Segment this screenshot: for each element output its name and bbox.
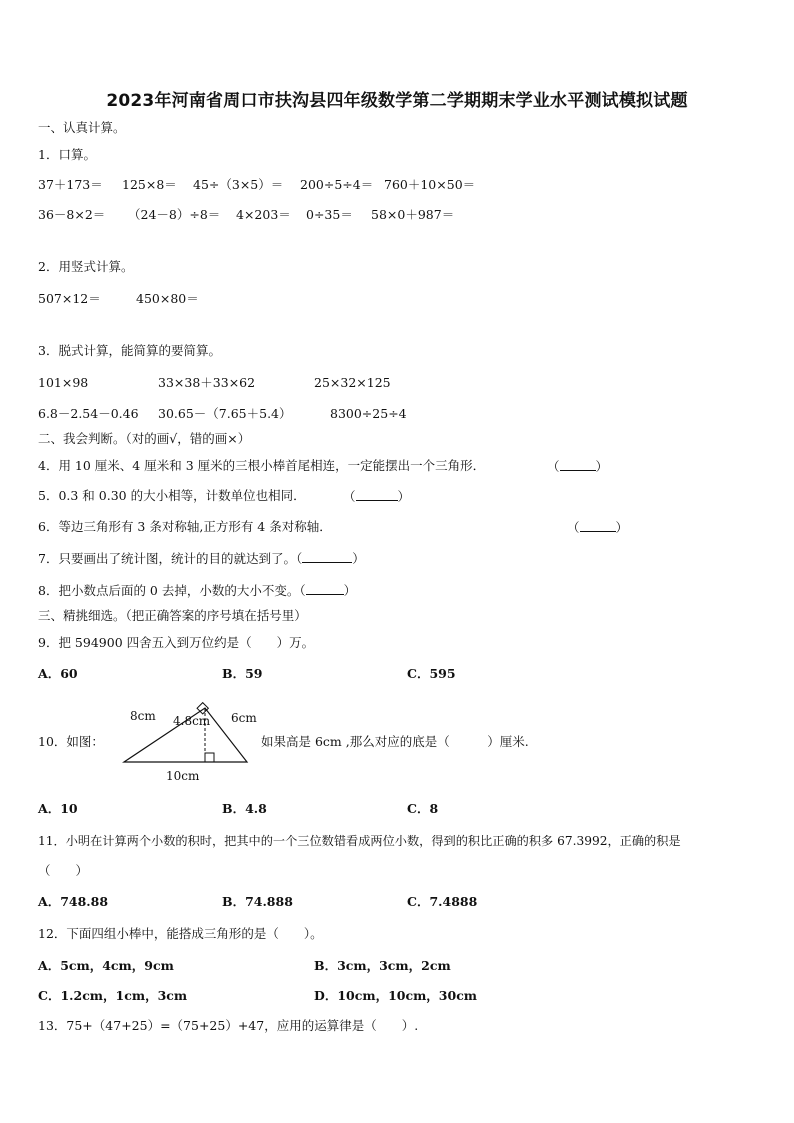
question-10-stem: 如果高是 6cm ,那么对应的底是（ ）厘米.: [261, 734, 529, 749]
option-b[interactable]: B．4.8: [222, 801, 267, 816]
question-8: 8．把小数点后面的 0 去掉，小数的大小不变。（ ）: [38, 583, 357, 598]
option-a[interactable]: A．10: [38, 801, 78, 816]
label-10cm: 10cm: [166, 769, 200, 783]
question-7-text: 7．只要画出了统计图，统计的目的就达到了。: [38, 551, 296, 566]
option-c[interactable]: C．7.4888: [407, 894, 478, 909]
question-1-label: 1．口算。: [38, 147, 96, 162]
answer-blank-6[interactable]: （ ）: [567, 520, 629, 535]
option-b[interactable]: B．59: [222, 666, 263, 681]
answer-blank-4[interactable]: （ ）: [547, 459, 609, 474]
question-9: 9．把 594900 四舍五入到万位约是（ ）万。: [38, 635, 315, 650]
section-heading-1: 一、认真计算。: [38, 120, 126, 135]
oral-calc-item: 125×8＝: [122, 177, 177, 192]
answer-blank-7[interactable]: [302, 550, 352, 563]
vertical-calc-item: 507×12＝: [38, 291, 101, 306]
oral-calc-item: 45÷（3×5）＝: [193, 177, 284, 192]
question-5-text: 5．0.3 和 0.30 的大小相等，计数单位也相同．: [38, 488, 306, 503]
option-a[interactable]: A．60: [38, 666, 78, 681]
question-4-text: 4．用 10 厘米、4 厘米和 3 厘米的三根小棒首尾相连，一定能摆出一个三角形．: [38, 458, 486, 473]
stepwise-calc-item: 8300÷25÷4: [330, 406, 407, 421]
vertical-calc-item: 450×80＝: [136, 291, 199, 306]
page-title: 2023年河南省周口市扶沟县四年级数学第二学期期末学业水平测试模拟试题: [106, 91, 688, 111]
oral-calc-item: 4×203＝: [236, 207, 291, 222]
option-c[interactable]: C．1.2cm，1cm，3cm: [38, 988, 188, 1003]
label-8cm: 8cm: [130, 709, 156, 723]
option-b[interactable]: B．74.888: [222, 894, 293, 909]
triangle-figure: [118, 700, 268, 786]
right-angle-mark: [205, 753, 214, 762]
oral-calc-item: 200÷5÷4＝: [300, 177, 374, 192]
answer-blank-5[interactable]: （ ）: [343, 489, 411, 504]
question-6-text: 6．等边三角形有 3 条对称轴,正方形有 4 条对称轴．: [38, 519, 332, 534]
question-6: [38, 519, 332, 535]
option-d[interactable]: D．10cm，10cm，30cm: [314, 988, 478, 1003]
option-a[interactable]: A．748.88: [38, 894, 109, 909]
stepwise-calc-item: 25×32×125: [314, 375, 391, 390]
question-10-prefix: 10．如图：: [38, 734, 104, 749]
question-2-label: 2．用竖式计算。: [38, 259, 134, 274]
oral-calc-item: （24－8）÷8＝: [128, 207, 221, 222]
option-c[interactable]: C．595: [407, 666, 456, 681]
question-5: [38, 488, 306, 504]
oral-calc-item: 37＋173＝: [38, 177, 103, 192]
question-12: 12．下面四组小棒中，能搭成三角形的是（ ）。: [38, 926, 323, 941]
stepwise-calc-item: 101×98: [38, 375, 89, 390]
stepwise-calc-item: 6.8－2.54－0.46: [38, 406, 139, 421]
oral-calc-item: 760＋10×50＝: [384, 177, 476, 192]
option-c[interactable]: C．8: [407, 801, 439, 816]
section-heading-2: 二、我会判断。（对的画√，错的画×）: [38, 431, 251, 446]
question-7: 7．只要画出了统计图，统计的目的就达到了。（ ）: [38, 551, 365, 566]
question-4: [38, 458, 485, 474]
oral-calc-item: 36－8×2＝: [38, 207, 106, 222]
question-3-label: 3．脱式计算，能简算的要简算。: [38, 343, 221, 358]
stepwise-calc-item: 30.65－（7.65＋5.4）: [158, 406, 292, 421]
label-4-8cm: 4.8cm: [173, 714, 211, 728]
answer-blank-8[interactable]: [306, 582, 344, 595]
question-13: 13．75+（47+25）=（75+25）+47，应用的运算律是（ ）.: [38, 1018, 419, 1033]
section-heading-3: 三、精挑细选。（把正确答案的序号填在括号里）: [38, 608, 307, 623]
oral-calc-item: 58×0＋987＝: [371, 207, 455, 222]
question-8-text: 8．把小数点后面的 0 去掉，小数的大小不变。: [38, 583, 300, 598]
oral-calc-item: 0÷35＝: [306, 207, 353, 222]
option-b[interactable]: B．3cm，3cm，2cm: [314, 958, 451, 973]
question-11-blank: （ ）: [38, 863, 89, 878]
option-a[interactable]: A．5cm，4cm，9cm: [38, 958, 174, 973]
label-6cm: 6cm: [231, 711, 257, 725]
question-11: 11．小明在计算两个小数的积时，把其中的一个三位数错看成两位小数，得到的积比正确的积多 67.3992，正确的积是: [38, 834, 681, 848]
stepwise-calc-item: 33×38＋33×62: [158, 375, 256, 390]
